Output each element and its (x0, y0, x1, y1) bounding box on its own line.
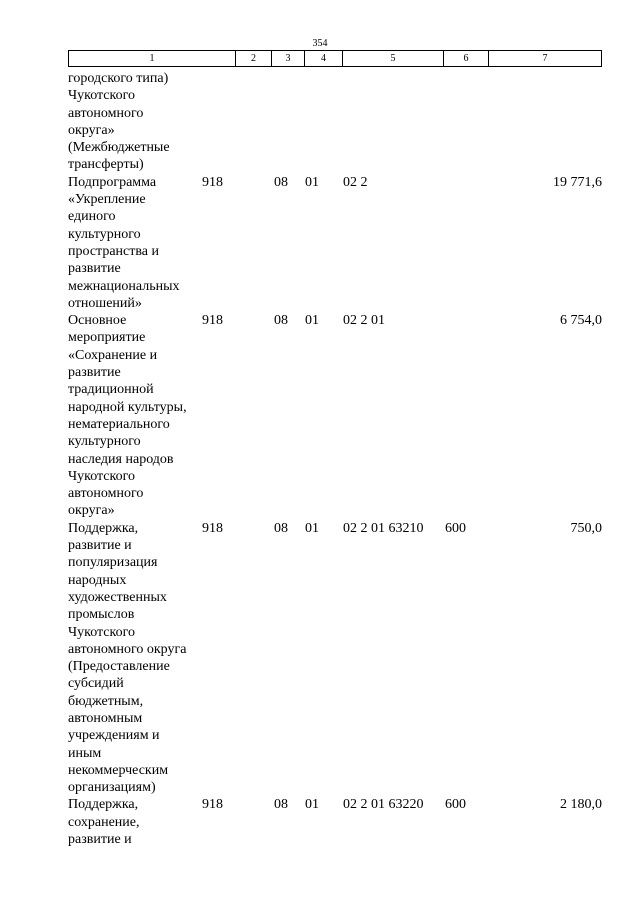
row-section-code: 08 (274, 174, 288, 190)
table-row (0, 796, 640, 848)
row-target-code: 02 2 01 63220 (343, 797, 424, 813)
row-admin-code: 918 (202, 797, 223, 813)
row-section-code: 08 (274, 797, 288, 813)
row-target-code: 02 2 01 63210 (343, 520, 424, 536)
row-amount: 6 754,0 (560, 313, 602, 329)
row-admin-code: 918 (202, 520, 223, 536)
page-number: 354 (312, 38, 328, 49)
table-row (0, 70, 640, 174)
table-row (0, 520, 640, 797)
column-header-1: 1 (69, 51, 236, 66)
column-header-6: 6 (444, 51, 489, 66)
row-name: городского типа) Чукотского автономного округа» (Межбюджетные трансферты) (68, 71, 170, 173)
column-header-5: 5 (343, 51, 444, 66)
row-name: Поддержка, развитие и популяризация народных художественных промыслов Чукотского автономного округа (Предоставление субсидий бюджетным, автономным учреждениям и иным некоммерческим организациям) (68, 520, 187, 796)
table-row (0, 174, 640, 312)
row-expense-type: 600 (445, 797, 466, 813)
row-target-code: 02 2 01 (343, 313, 385, 329)
column-header-7: 7 (542, 53, 548, 64)
row-expense-type: 600 (445, 520, 466, 536)
row-subsection-code: 01 (305, 797, 319, 813)
row-admin-code: 918 (202, 174, 223, 190)
row-name: Подпрограмма «Укрепление единого культурного пространства и развитие межнациональных отношений» (68, 174, 180, 311)
row-subsection-code: 01 (305, 174, 319, 190)
table-row (0, 312, 640, 520)
row-admin-code: 918 (202, 313, 223, 329)
row-amount: 2 180,0 (560, 797, 602, 813)
table-body (0, 70, 640, 848)
column-header-2: 2 (236, 51, 272, 66)
row-section-code: 08 (274, 313, 288, 329)
column-header-row (68, 50, 602, 67)
column-header-3: 3 (272, 51, 305, 66)
row-target-code: 02 2 (343, 174, 368, 190)
row-amount: 19 771,6 (553, 174, 602, 190)
row-name: Основное мероприятие «Сохранение и развитие традиционной народной культуры, нематериального культурного наследия народов Чукотского автономного округа» (68, 313, 187, 519)
row-name: Поддержка, сохранение, развитие и (68, 797, 140, 848)
row-subsection-code: 01 (305, 520, 319, 536)
row-amount: 750,0 (570, 520, 602, 536)
column-header-4: 4 (305, 51, 343, 66)
row-subsection-code: 01 (305, 313, 319, 329)
row-section-code: 08 (274, 520, 288, 536)
